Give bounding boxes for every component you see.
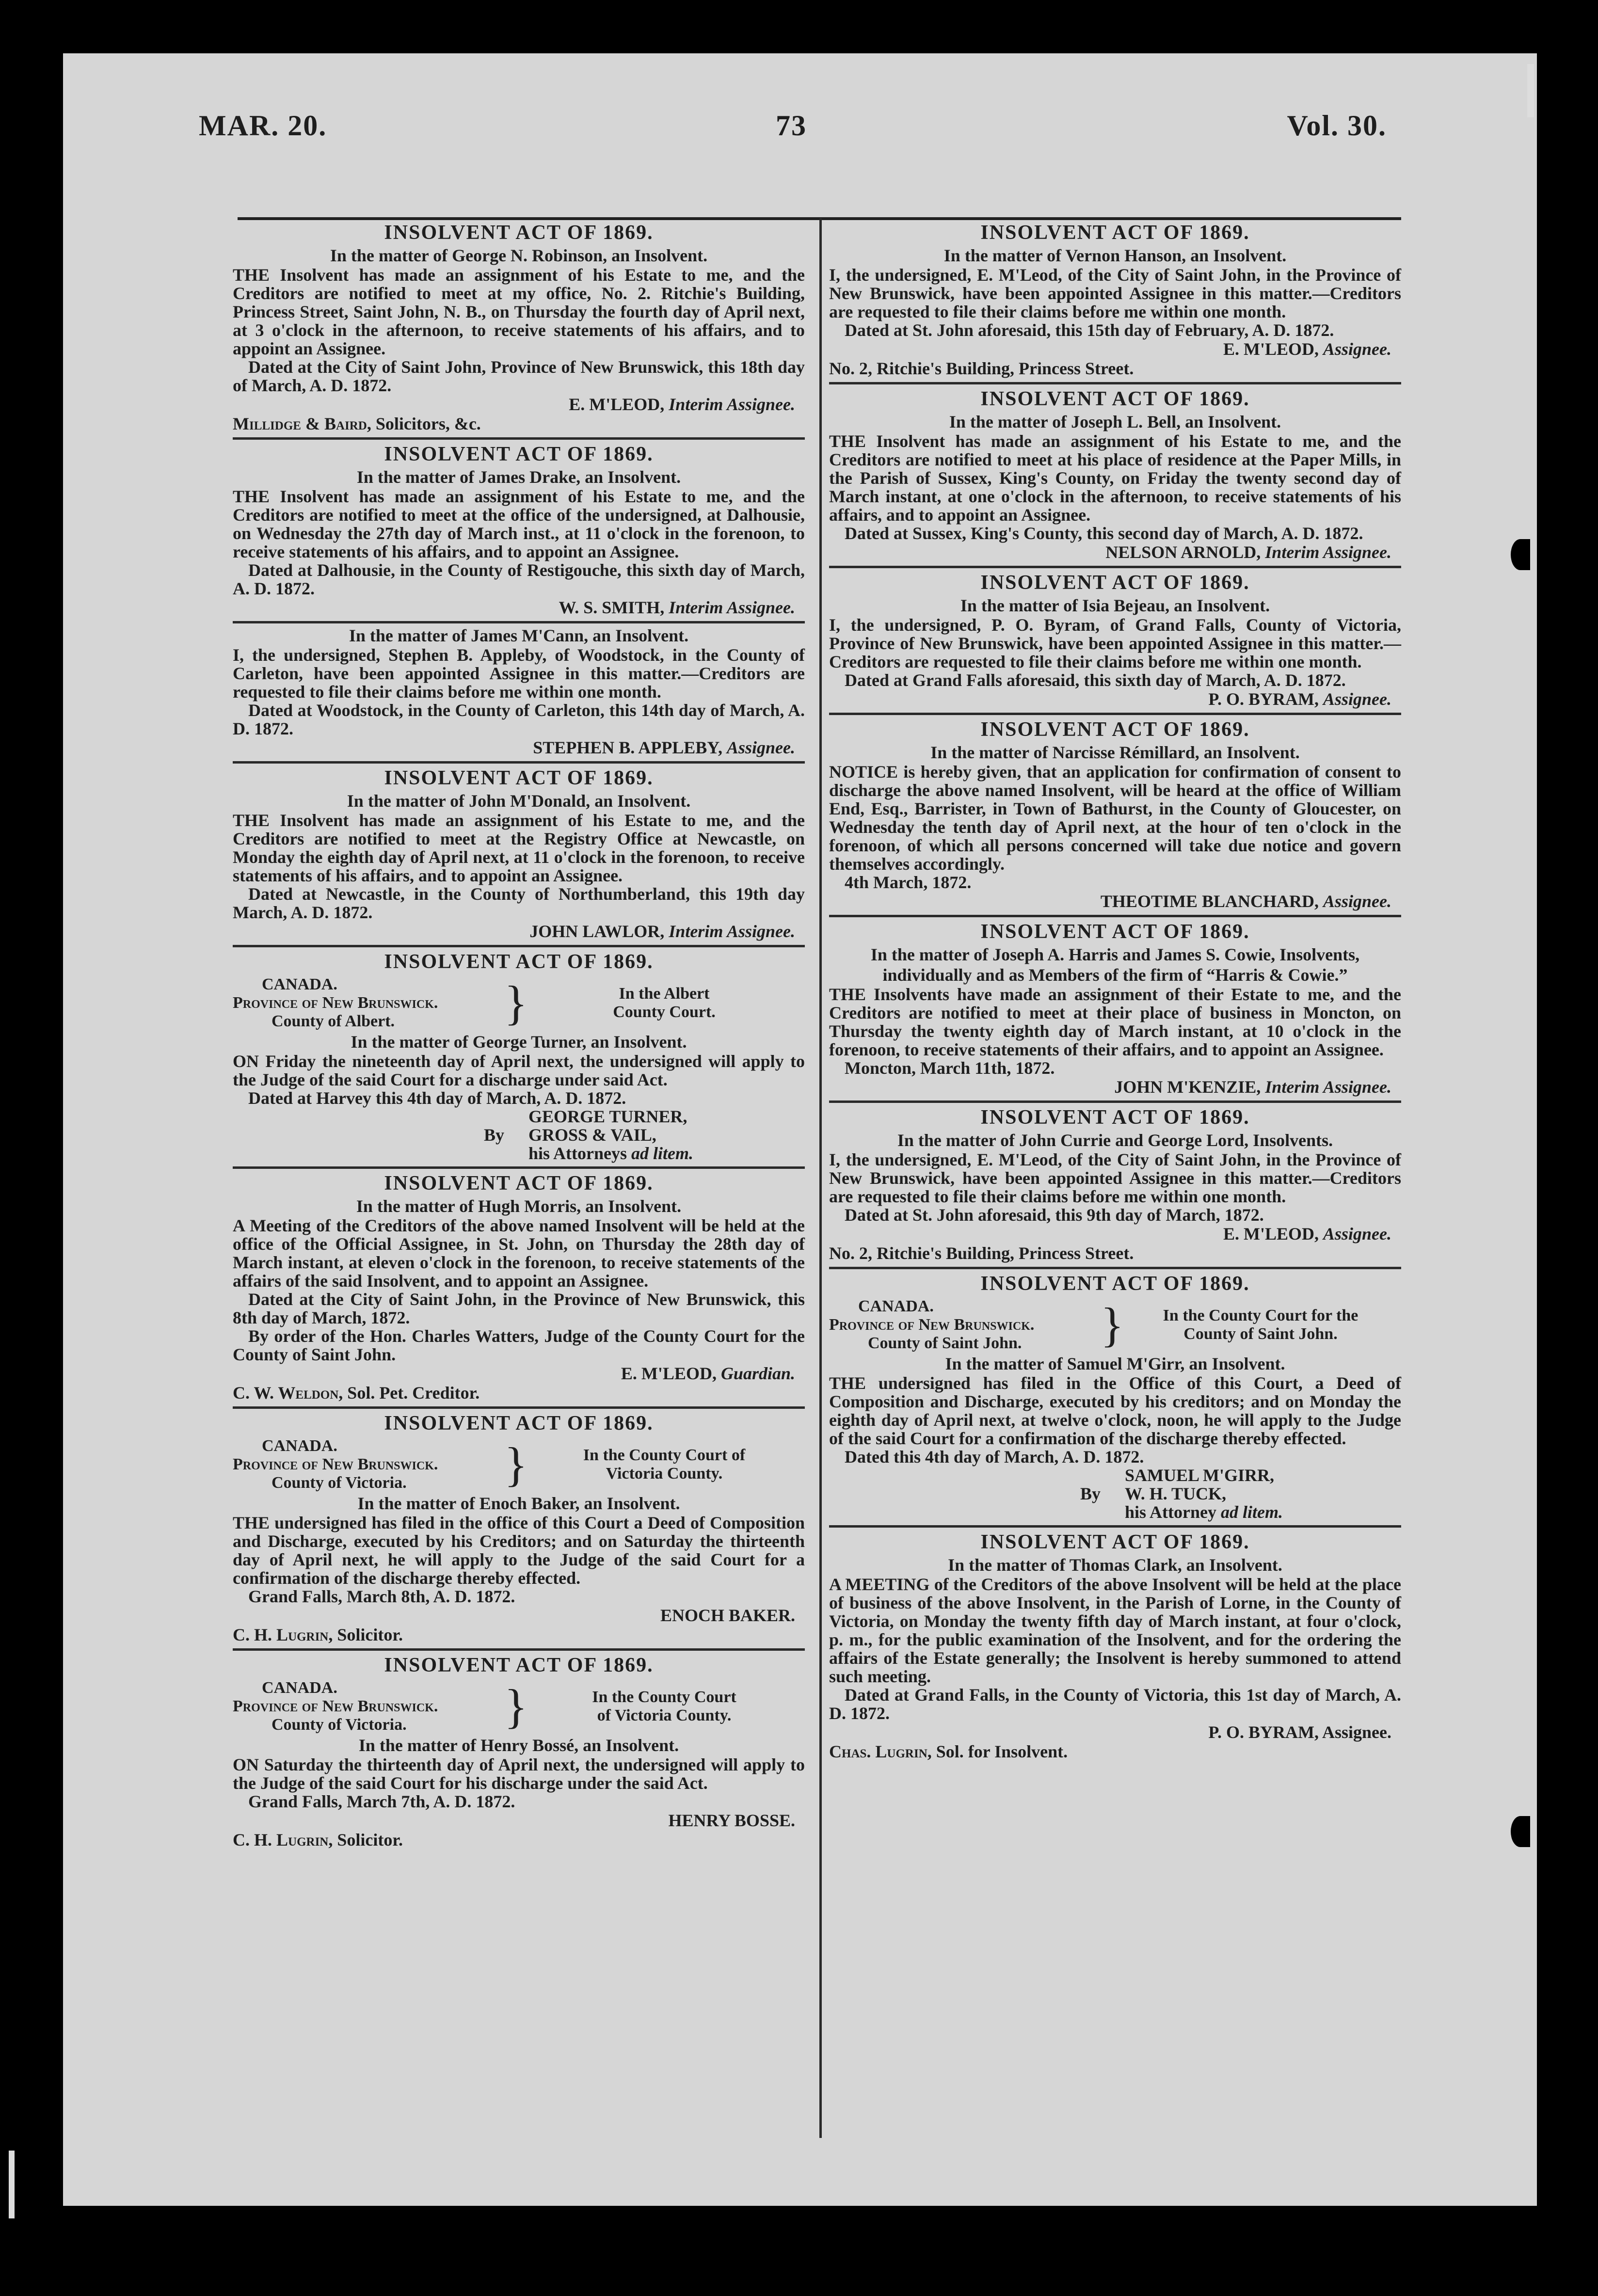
solicitor-role: , Solicitor.: [328, 1830, 403, 1850]
notice-signature: [233, 598, 805, 617]
caption-county: County of Albert.: [272, 1012, 395, 1030]
notice: [233, 1409, 805, 1651]
brace-icon: }: [1101, 1298, 1124, 1352]
signature-name: NELSON ARNOLD,: [1105, 542, 1261, 562]
signature-row: [829, 1484, 1401, 1503]
page-number: 73: [776, 110, 807, 142]
signatory-name: SAMUEL M'GIRR,: [1125, 1466, 1275, 1485]
signature-role: Interim Assignee.: [1265, 542, 1391, 562]
signature-name: P. O. BYRAM,: [1208, 689, 1319, 709]
signature-name: P. O. BYRAM, Assignee.: [1208, 1722, 1391, 1742]
notice-title: INSOLVENT ACT OF 1869.: [980, 572, 1250, 594]
notice-title: INSOLVENT ACT OF 1869.: [384, 767, 654, 789]
signature-role: Interim Assignee.: [669, 395, 795, 414]
caption-court-line: In the Albert: [619, 985, 710, 1003]
caption-jurisdiction: [233, 975, 504, 1031]
solicitor-name: C. W. Weldon: [233, 1383, 339, 1403]
notice-body: I, the undersigned, P. O. Byram, of Grand Falls, County of Victoria, Province of New Brunswick, have been appointed Assignee in this matter.—Creditors are requested to file their claims before me within one month.: [829, 615, 1401, 671]
notice-dated: Dated at St. John aforesaid, this 15th day of February, A. D. 1872.: [845, 320, 1334, 340]
notice-title: INSOLVENT ACT OF 1869.: [384, 1412, 654, 1435]
notice-matter: In the matter of Joseph A. Harris and James S. Cowie, Insolvents, individually and as Members of the firm of “Harris & Cowie.”: [870, 945, 1360, 985]
signature-role: Assignee.: [1323, 689, 1391, 709]
notice-matter: In the matter of Hugh Morris, an Insolvent.: [356, 1196, 682, 1216]
notice-body: THE Insolvents have made an assignment of their Estate to me, and the Creditors are notified to meet at their place of business in Moncton, on Thursday the twenty eighth day of March instant, at 10 o'clock in the forenoon, to receive statements of their affairs, and to appoint an Assignee.: [829, 985, 1401, 1059]
caption-court: [524, 1688, 805, 1725]
brace-icon: }: [504, 976, 527, 1030]
notice-dated: Dated at the City of Saint John, Province of New Brunswick, this 18th day of March, A. D. 1872.: [233, 357, 805, 395]
attorney-role-text: his Attorneys: [528, 1144, 627, 1163]
notice-signature: [829, 1077, 1401, 1097]
signature-name: W. S. SMITH,: [559, 598, 665, 617]
signature-name: ENOCH BAKER.: [660, 1606, 795, 1625]
signature-role: Assignee.: [1323, 892, 1391, 911]
solicitor-name: C. H. Lugrin: [233, 1830, 329, 1850]
signature-name: E. M'LEOD,: [621, 1364, 717, 1383]
notice-order: By order of the Hon. Charles Watters, Judge of the County Court for the County of Saint John.: [233, 1326, 805, 1364]
notice-matter: In the matter of Isia Bejeau, an Insolvent.: [960, 596, 1270, 615]
signature-row: [233, 1126, 805, 1144]
notice-body: I, the undersigned, Stephen B. Appleby, of Woodstock, in the County of Carleton, have been appointed Assignee in this matter.—Creditors are requested to file their claims before me within one month.: [233, 645, 805, 702]
notice-address: No. 2, Ritchie's Building, Princess Street.: [829, 359, 1134, 378]
signature-name: E. M'LEOD,: [569, 395, 665, 414]
notice-body: THE Insolvent has made an assignment of his Estate to me, and the Creditors are notified to meet at the office of the undersigned, at Dalhousie, on Wednesday the 27th day of March inst., at 11 o'clock in the forenoon, to receive statements of his affairs, and to appoint an Assignee.: [233, 487, 805, 561]
caption-province: Province of New Brunswick.: [233, 1697, 438, 1715]
attorney-role: [528, 1144, 805, 1163]
caption-jurisdiction: [829, 1297, 1101, 1353]
right-column: [829, 218, 1401, 1765]
notice-matter: In the matter of Thomas Clark, an Insolvent.: [948, 1555, 1282, 1575]
notice: [829, 1103, 1401, 1269]
notice-title: INSOLVENT ACT OF 1869.: [980, 718, 1250, 741]
caption-court: [1120, 1307, 1401, 1343]
notice-body: NOTICE is hereby given, that an application for confirmation of consent to discharge the above named Insolvent, will be heard at the office of William End, Esq., Barrister, in Town of Bathurst, in the County of Gloucester, on Wednesday the tenth day of April next, at the hour of ten o'clock in the forenoon, of which all persons concerned will take due notice and govern themselves accordingly.: [829, 762, 1401, 874]
notice-title: INSOLVENT ACT OF 1869.: [980, 921, 1250, 943]
signature-name: JOHN M'KENZIE,: [1114, 1077, 1261, 1097]
attorney-name: W. H. TUCK,: [1125, 1484, 1227, 1503]
signature-row: [233, 1107, 805, 1126]
signature-role: Interim Assignee.: [669, 922, 795, 941]
margin-mark: [1527, 64, 1534, 117]
signature-block: [829, 1466, 1401, 1521]
caption-court-line: In the County Court for the: [1163, 1307, 1358, 1324]
notice-dated: Dated at the City of Saint John, in the Province of New Brunswick, this 8th day of March, 1872.: [233, 1290, 805, 1327]
notice: [233, 1169, 805, 1409]
notice-dated: Dated at Newcastle, in the County of Northumberland, this 19th day March, A. D. 1872.: [233, 884, 805, 922]
notice-body: THE undersigned has filed in the office of this Court a Deed of Composition and Discharge, executed by his Creditors; and on Saturday the thirteenth day of April next, he will apply to the Judge of the said Court for a confirmation of the discharge thereby effected.: [233, 1513, 805, 1588]
notice: [233, 440, 805, 623]
binding-hole-mark: [1511, 539, 1530, 570]
notice-body: I, the undersigned, E. M'Leod, of the City of Saint John, in the Province of New Brunswick, have been appointed Assignee in this matter.—Creditors are requested to file their claims before me within one month.: [829, 1150, 1401, 1206]
caption-jurisdiction: [233, 1679, 504, 1734]
notice: [829, 218, 1401, 384]
notice-matter: In the matter of Narcisse Rémillard, an Insolvent.: [930, 743, 1300, 762]
caption-court: [524, 1446, 805, 1483]
caption-country: CANADA.: [262, 1679, 337, 1697]
caption-county: County of Saint John.: [868, 1334, 1022, 1352]
signature-row: [829, 1503, 1401, 1521]
notice-dated: Dated at Harvey this 4th day of March, A. D. 1872.: [248, 1088, 626, 1108]
notice-signature: [233, 1606, 805, 1625]
signature-name: THEOTIME BLANCHARD,: [1100, 892, 1319, 911]
caption-jurisdiction: [233, 1437, 504, 1492]
notice-body: ON Friday the nineteenth day of April next, the undersigned will apply to the Judge of the said Court for a discharge under said Act.: [233, 1052, 805, 1089]
caption-country: CANADA.: [858, 1297, 934, 1315]
signature-role: Guardian.: [720, 1364, 795, 1383]
notice: [829, 917, 1401, 1103]
solicitor-name: Millidge & Baird: [233, 414, 367, 433]
notice-body: THE Insolvent has made an assignment of his Estate to me, and the Creditors are notified to meet at my office, No. 2. Ritchie's Building, Princess Street, Saint John, N. B., on Thursday the fourth day of April next, at 3 o'clock in the afternoon, to receive statements of his affairs, and to appoint an Assignee.: [233, 265, 805, 358]
solicitor-role: , Sol. for Insolvent.: [927, 1742, 1068, 1761]
notice-signature: [829, 689, 1401, 709]
signature-role: Interim Assignee.: [669, 598, 795, 617]
notice-matter: In the matter of John Currie and George Lord, Insolvents.: [897, 1131, 1333, 1150]
notice-title: INSOLVENT ACT OF 1869.: [384, 1172, 654, 1195]
notice-matter: In the matter of George N. Robinson, an Insolvent.: [330, 246, 708, 265]
notice-signature: [829, 542, 1401, 562]
notice-title: INSOLVENT ACT OF 1869.: [980, 222, 1250, 244]
notice-matter: In the matter of James M'Cann, an Insolvent.: [349, 626, 689, 645]
notice: [233, 623, 805, 764]
notice-title: INSOLVENT ACT OF 1869.: [384, 443, 654, 465]
signature-name: STEPHEN B. APPLEBY,: [533, 738, 722, 757]
attorney-name: GROSS & VAIL,: [528, 1125, 656, 1145]
notice: [233, 947, 805, 1169]
caption-court-line: In the County Court: [592, 1688, 736, 1706]
notice: [829, 1269, 1401, 1528]
solicitor-role: , Solicitor.: [328, 1625, 403, 1644]
notice-signature: [233, 1811, 805, 1830]
notice-dated: Dated at St. John aforesaid, this 9th day of March, 1872.: [845, 1205, 1264, 1225]
notice-matter: In the matter of Joseph L. Bell, an Insolvent.: [949, 412, 1281, 431]
caption-country: CANADA.: [262, 975, 337, 993]
notice-signature: [829, 339, 1401, 359]
notice-matter: In the matter of George Turner, an Insolvent.: [351, 1032, 687, 1052]
notice-signature: [829, 1224, 1401, 1244]
notice-signature: [233, 922, 805, 941]
notice-body: THE undersigned has filed in the Office of this Court, a Deed of Composition and Discharge, executed by his creditors; and on Monday the eighth day of April next, at twelve o'clock, noon, he will apply to the Judge of the said Court for a confirmation of the discharge thereby effected.: [829, 1373, 1401, 1448]
caption-court: [524, 985, 805, 1021]
notice-matter: In the matter of Enoch Baker, an Insolvent.: [357, 1494, 680, 1513]
notice-matter: In the matter of Samuel M'Girr, an Insolvent.: [945, 1354, 1285, 1373]
caption-court-line: Victoria County.: [606, 1465, 723, 1483]
signature-by: By: [1080, 1484, 1101, 1503]
notice-title: INSOLVENT ACT OF 1869.: [980, 1531, 1250, 1553]
signature-by: By: [483, 1125, 504, 1145]
notice: [233, 764, 805, 947]
notice-body: A Meeting of the Creditors of the above named Insolvent will be held at the office of the Official Assignee, in St. John, on Thursday the 28th day of March instant, at eleven o'clock in the forenoon, to receive statements of the affairs of the said Insolvent, and to appoint an Assignee.: [233, 1216, 805, 1291]
signature-role: Interim Assignee.: [1265, 1077, 1391, 1097]
volume-number: Vol. 30.: [1287, 110, 1387, 142]
court-caption: [233, 1437, 805, 1492]
notice-dated: Dated at Dalhousie, in the County of Restigouche, this sixth day of March, A. D. 1872.: [233, 560, 805, 598]
court-caption: [233, 1679, 805, 1734]
attorney-role-text: his Attorney: [1125, 1502, 1216, 1522]
court-caption: [829, 1297, 1401, 1353]
solicitor-name: C. H. Lugrin: [233, 1625, 329, 1644]
signature-role: Assignee.: [1323, 1224, 1391, 1244]
notice-matter: In the matter of James Drake, an Insolvent.: [356, 467, 681, 487]
notice-signature: [233, 395, 805, 414]
caption-court-line: In the County Court of: [583, 1446, 746, 1464]
notice: [829, 568, 1401, 715]
signature-role: Assignee.: [1323, 339, 1391, 359]
notice-dated: Grand Falls, March 8th, A. D. 1872.: [248, 1587, 515, 1606]
signature-row: [829, 1466, 1401, 1484]
notice-signature: [829, 892, 1401, 911]
notice-dated: Dated at Sussex, King's County, this second day of March, A. D. 1872.: [845, 524, 1363, 543]
solicitor-line: [233, 1830, 805, 1850]
caption-country: CANADA.: [262, 1437, 337, 1455]
signature-row: [233, 1144, 805, 1163]
brace-icon: }: [504, 1679, 527, 1733]
caption-province: Province of New Brunswick.: [233, 1455, 438, 1473]
notice: [829, 384, 1401, 568]
signatory-name: GEORGE TURNER,: [528, 1107, 687, 1126]
solicitor-line: [233, 1383, 805, 1403]
signature-spacer: [829, 1503, 1125, 1521]
signature-name: JOHN LAWLOR,: [529, 922, 665, 941]
notice-body: I, the undersigned, E. M'Leod, of the City of Saint John, in the Province of New Brunswick, have been appointed Assignee in this matter.—Creditors are requested to file their claims before me within one month.: [829, 265, 1401, 321]
notice-title: INSOLVENT ACT OF 1869.: [980, 1106, 1250, 1129]
notice-dated: Dated at Grand Falls aforesaid, this sixth day of March, A. D. 1872.: [845, 670, 1346, 690]
notice-title: INSOLVENT ACT OF 1869.: [384, 1654, 654, 1676]
notice-signature: [829, 1722, 1401, 1742]
solicitor-role: , Solicitors, &c.: [367, 414, 481, 433]
column-rule: [819, 218, 822, 2138]
signature-spacer: [233, 1107, 528, 1126]
caption-province: Province of New Brunswick.: [829, 1316, 1035, 1334]
solicitor-line: [233, 414, 805, 433]
notice-body: THE Insolvent has made an assignment of his Estate to me, and the Creditors are notified to meet at the Registry Office at Newcastle, on Monday the eighth day of April next, at 11 o'clock in the forenoon, to receive statements of his affairs, and to appoint an Assignee.: [233, 811, 805, 885]
notice-body: THE Insolvent has made an assignment of his Estate to me, and the Creditors are notified to meet at his place of residence at the Paper Mills, in the Parish of Sussex, King's County, on Friday the twenty second day of March instant, at one o'clock in the afternoon, to receive statements of his affairs, and to appoint an Assignee.: [829, 431, 1401, 525]
page-header: [199, 97, 1387, 145]
signature-name: E. M'LEOD,: [1223, 1224, 1319, 1244]
caption-court-line: County Court.: [613, 1003, 716, 1021]
notice-signature: [233, 738, 805, 757]
notice-dated: Dated at Grand Falls, in the County of Victoria, this 1st day of March, A. D. 1872.: [829, 1685, 1401, 1723]
solicitor-line: [829, 1742, 1401, 1761]
signature-name: HENRY BOSSE.: [668, 1811, 795, 1830]
attorney-role-latin: ad litem.: [1221, 1502, 1283, 1522]
binding-hole-mark: [1511, 1816, 1530, 1847]
notice: [829, 1528, 1401, 1765]
notice-dated: 4th March, 1872.: [845, 873, 972, 892]
notice: [233, 1651, 805, 1853]
solicitor-role: , Sol. Pet. Creditor.: [338, 1383, 480, 1403]
signature-role: Assignee.: [726, 738, 795, 757]
signature-spacer: [233, 1144, 528, 1163]
attorney-role: [1125, 1503, 1401, 1521]
signature-spacer: [829, 1466, 1125, 1484]
left-column: [233, 218, 805, 1853]
notice-title: INSOLVENT ACT OF 1869.: [384, 951, 654, 973]
notice-address: No. 2, Ritchie's Building, Princess Street.: [829, 1244, 1134, 1263]
notice-dated: Dated at Woodstock, in the County of Carleton, this 14th day of March, A. D. 1872.: [233, 701, 805, 738]
notice-dated: Grand Falls, March 7th, A. D. 1872.: [248, 1792, 515, 1811]
notice-dated: Moncton, March 11th, 1872.: [845, 1058, 1055, 1078]
caption-province: Province of New Brunswick.: [233, 994, 438, 1012]
caption-court-line: of Victoria County.: [597, 1706, 732, 1724]
notice-dated: Dated this 4th day of March, A. D. 1872.: [845, 1447, 1144, 1467]
notice-body: A MEETING of the Creditors of the above Insolvent will be held at the place of business of the above Insolvent, in the Parish of Lorne, in the County of Victoria, on Monday the twenty fifth day of March instant, at four o'clock, p. m., for the public examination of the Insolvent, and for the ordering the affairs of the Estate generally; the Insolvent is hereby summoned to attend such meeting.: [829, 1575, 1401, 1686]
notice: [233, 218, 805, 440]
caption-county: County of Victoria.: [272, 1474, 407, 1492]
notice-title: INSOLVENT ACT OF 1869.: [980, 1273, 1250, 1295]
signature-block: [233, 1107, 805, 1163]
caption-county: County of Victoria.: [272, 1716, 407, 1734]
court-caption: [233, 975, 805, 1031]
caption-court-line: County of Saint John.: [1183, 1325, 1338, 1343]
notice-title: INSOLVENT ACT OF 1869.: [980, 388, 1250, 410]
solicitor-name: Chas. Lugrin: [829, 1742, 927, 1761]
notice-signature: [233, 1364, 805, 1383]
notice-title: INSOLVENT ACT OF 1869.: [384, 222, 654, 244]
issue-date: MAR. 20.: [199, 110, 327, 142]
notice-matter: In the matter of Vernon Hanson, an Insolvent.: [943, 246, 1287, 265]
notice-matter: In the matter of Henry Bossé, an Insolvent.: [358, 1736, 679, 1755]
solicitor-line: [233, 1625, 805, 1644]
notice-matter: In the matter of John M'Donald, an Insolvent.: [347, 791, 691, 811]
notice: [829, 715, 1401, 917]
brace-icon: }: [504, 1437, 527, 1491]
margin-mark: [9, 2151, 15, 2218]
attorney-role-latin: ad litem.: [631, 1144, 694, 1163]
signature-name: E. M'LEOD,: [1223, 339, 1319, 359]
notice-body: ON Saturday the thirteenth day of April next, the undersigned will apply to the Judge of the said Court for his discharge under the said Act.: [233, 1755, 805, 1793]
